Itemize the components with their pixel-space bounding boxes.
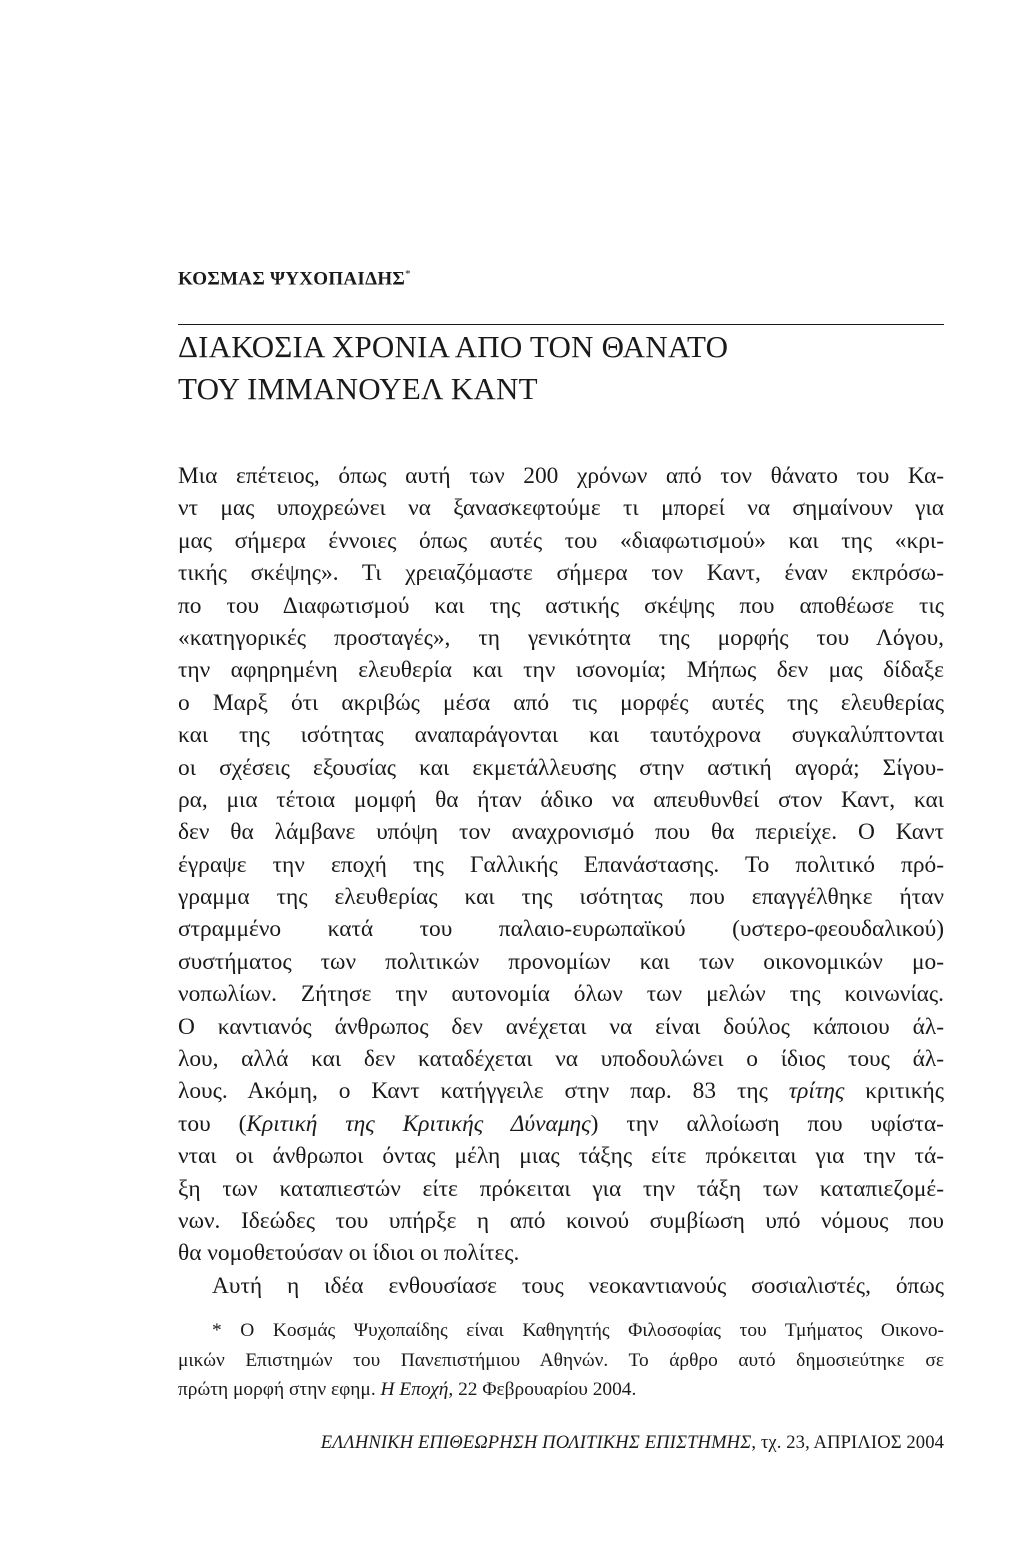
body-line: πο του Διαφωτισμού και της αστικής σκέψης που αποθέωσε τις bbox=[178, 592, 944, 619]
author-name bbox=[178, 268, 411, 290]
body-line: ξη των καταπιεστών είτε πρόκειται για την τάξη των καταπιεζομέ- bbox=[178, 1175, 944, 1202]
footnote-line: * Ο Κοσμάς Ψυχοπαίδης είναι Καθηγητής Φιλοσοφίας του Τμήματος Οικονο- bbox=[212, 1320, 944, 1341]
body-line: Ο καντιανός άνθρωπος δεν ανέχεται να είναι δούλος κάποιου άλ- bbox=[178, 1013, 944, 1040]
body-line: συστήματος των πολιτικών προνομίων και των οικονομικών μο- bbox=[178, 948, 944, 975]
journal-running-footer bbox=[178, 1432, 944, 1454]
journal-issue: , τχ. 23, ΑΠΡΙΛΙΟΣ 2004 bbox=[751, 1432, 944, 1453]
paragraph bbox=[178, 1270, 944, 1302]
footnote-text: , 22 Φεβρουαρίου 2004. bbox=[448, 1379, 637, 1400]
body-line bbox=[178, 1108, 944, 1140]
italic-emphasis: τρίτης bbox=[788, 1078, 845, 1105]
author-footnote-mark: * bbox=[405, 268, 411, 280]
title-line: ΔΙΑΚΟΣΙΑ ΧΡΟΝΙΑ ΑΠΟ ΤΟΝ ΘΑΝΑΤΟ bbox=[178, 329, 729, 364]
title-line: ΤΟΥ ΙΜΜΑΝΟΥΕΛ ΚΑΝΤ bbox=[178, 371, 538, 406]
body-line: την αφηρημένη ελευθερία και την ισονομία; Μήπως δεν μας δίδαξε bbox=[178, 657, 944, 684]
body-line-text: του ( bbox=[178, 1110, 247, 1137]
footnote-line: μικών Επιστημών του Πανεπιστήμιου Αθηνών. Το άρθρο αυτό δημοσιεύτηκε σε bbox=[178, 1349, 944, 1371]
paragraph bbox=[178, 460, 944, 1270]
footnote-text: πρώτη μορφή στην εφημ. bbox=[178, 1379, 381, 1400]
footnote bbox=[178, 1316, 944, 1405]
author-name-text: ΚΟΣΜΑΣ ΨΥΧΟΠΑΙΔΗΣ bbox=[178, 268, 406, 290]
body-line: δεν θα λάμβανε υπόψη τον αναχρονισμό που θα περιείχε. Ο Καντ bbox=[178, 819, 944, 846]
journal-name: ΕΛΛΗΝΙΚΗ ΕΠΙΘΕΩΡΗΣΗ ΠΟΛΙΤΙΚΗΣ ΕΠΙΣΤΗΜΗΣ bbox=[320, 1432, 752, 1453]
footnote-line bbox=[178, 1375, 944, 1405]
body-line: λου, αλλά και δεν καταδέχεται να υποδουλώνει ο ίδιος τους άλ- bbox=[178, 1046, 944, 1073]
italic-newspaper-name: Η Εποχή bbox=[380, 1379, 449, 1400]
body-line: νων. Ιδεώδες του υπήρξε η από κοινού συμβίωση υπό νόμους που bbox=[178, 1207, 944, 1234]
body-line: στραμμένο κατά του παλαιο-ευρωπαϊκού (υστερο-φεουδαλικού) bbox=[178, 916, 944, 943]
body-line: «κατηγορικές προσταγές», τη γενικότητα της μορφής του Λόγου, bbox=[178, 624, 944, 651]
body-line-text: κριτικής bbox=[844, 1078, 944, 1105]
italic-book-title: Κριτική της Κριτικής Δύναμης bbox=[246, 1110, 591, 1137]
body-line: θα νομοθετούσαν οι ίδιοι οι πολίτες. bbox=[178, 1240, 520, 1267]
body-line-text: λους. Ακόμη, ο Καντ κατήγγειλε στην παρ. 83 της bbox=[178, 1078, 789, 1105]
body-line: νοπωλίων. Ζήτησε την αυτονομία όλων των μελών της κοινωνίας. bbox=[178, 981, 944, 1008]
body-line: γραμμα της ελευθερίας και της ισότητας που επαγγέλθηκε ήταν bbox=[178, 884, 944, 911]
body-line: οι σχέσεις εξουσίας και εκμετάλλευσης στην αστική αγορά; Σίγου- bbox=[178, 754, 944, 781]
body-line bbox=[178, 1075, 944, 1107]
body-line: Μια επέτειος, όπως αυτή των 200 χρόνων από τον θάνατο του Κα- bbox=[178, 463, 944, 489]
body-line: έγραψε την εποχή της Γαλλικής Επανάστασης. Το πολιτικό πρό- bbox=[178, 851, 944, 878]
body-line-text: ) την αλλοίωση που υφίστα- bbox=[590, 1110, 944, 1137]
body-line: Αυτή η ιδέα ενθουσίασε τους νεοκαντιανούς σοσιαλιστές, όπως bbox=[212, 1272, 944, 1299]
article-body bbox=[178, 460, 944, 1302]
body-line: ρα, μια τέτοια μομφή θα ήταν άδικο να απευθυνθεί στον Καντ, και bbox=[178, 786, 944, 813]
body-line: μας σήμερα έννοιες όπως αυτές του «διαφωτισμού» και της «κρι- bbox=[178, 527, 944, 554]
body-line: και της ισότητας αναπαράγονται και ταυτόχρονα συγκαλύπτονται bbox=[178, 722, 944, 749]
article-page bbox=[178, 0, 944, 1547]
body-line: ντ μας υποχρεώνει να ξανασκεφτούμε τι μπορεί να σημαίνουν για bbox=[178, 495, 944, 522]
title-rule bbox=[178, 324, 944, 325]
body-line: νται οι άνθρωποι όντας μέλη μιας τάξης είτε πρόκειται για την τά- bbox=[178, 1143, 944, 1170]
body-line: ο Μαρξ ότι ακριβώς μέσα από τις μορφές αυτές της ελευθερίας bbox=[178, 689, 944, 716]
article-title bbox=[178, 326, 728, 410]
body-line: τικής σκέψης». Τι χρειαζόμαστε σήμερα τον Καντ, έναν εκπρόσω- bbox=[178, 560, 944, 587]
